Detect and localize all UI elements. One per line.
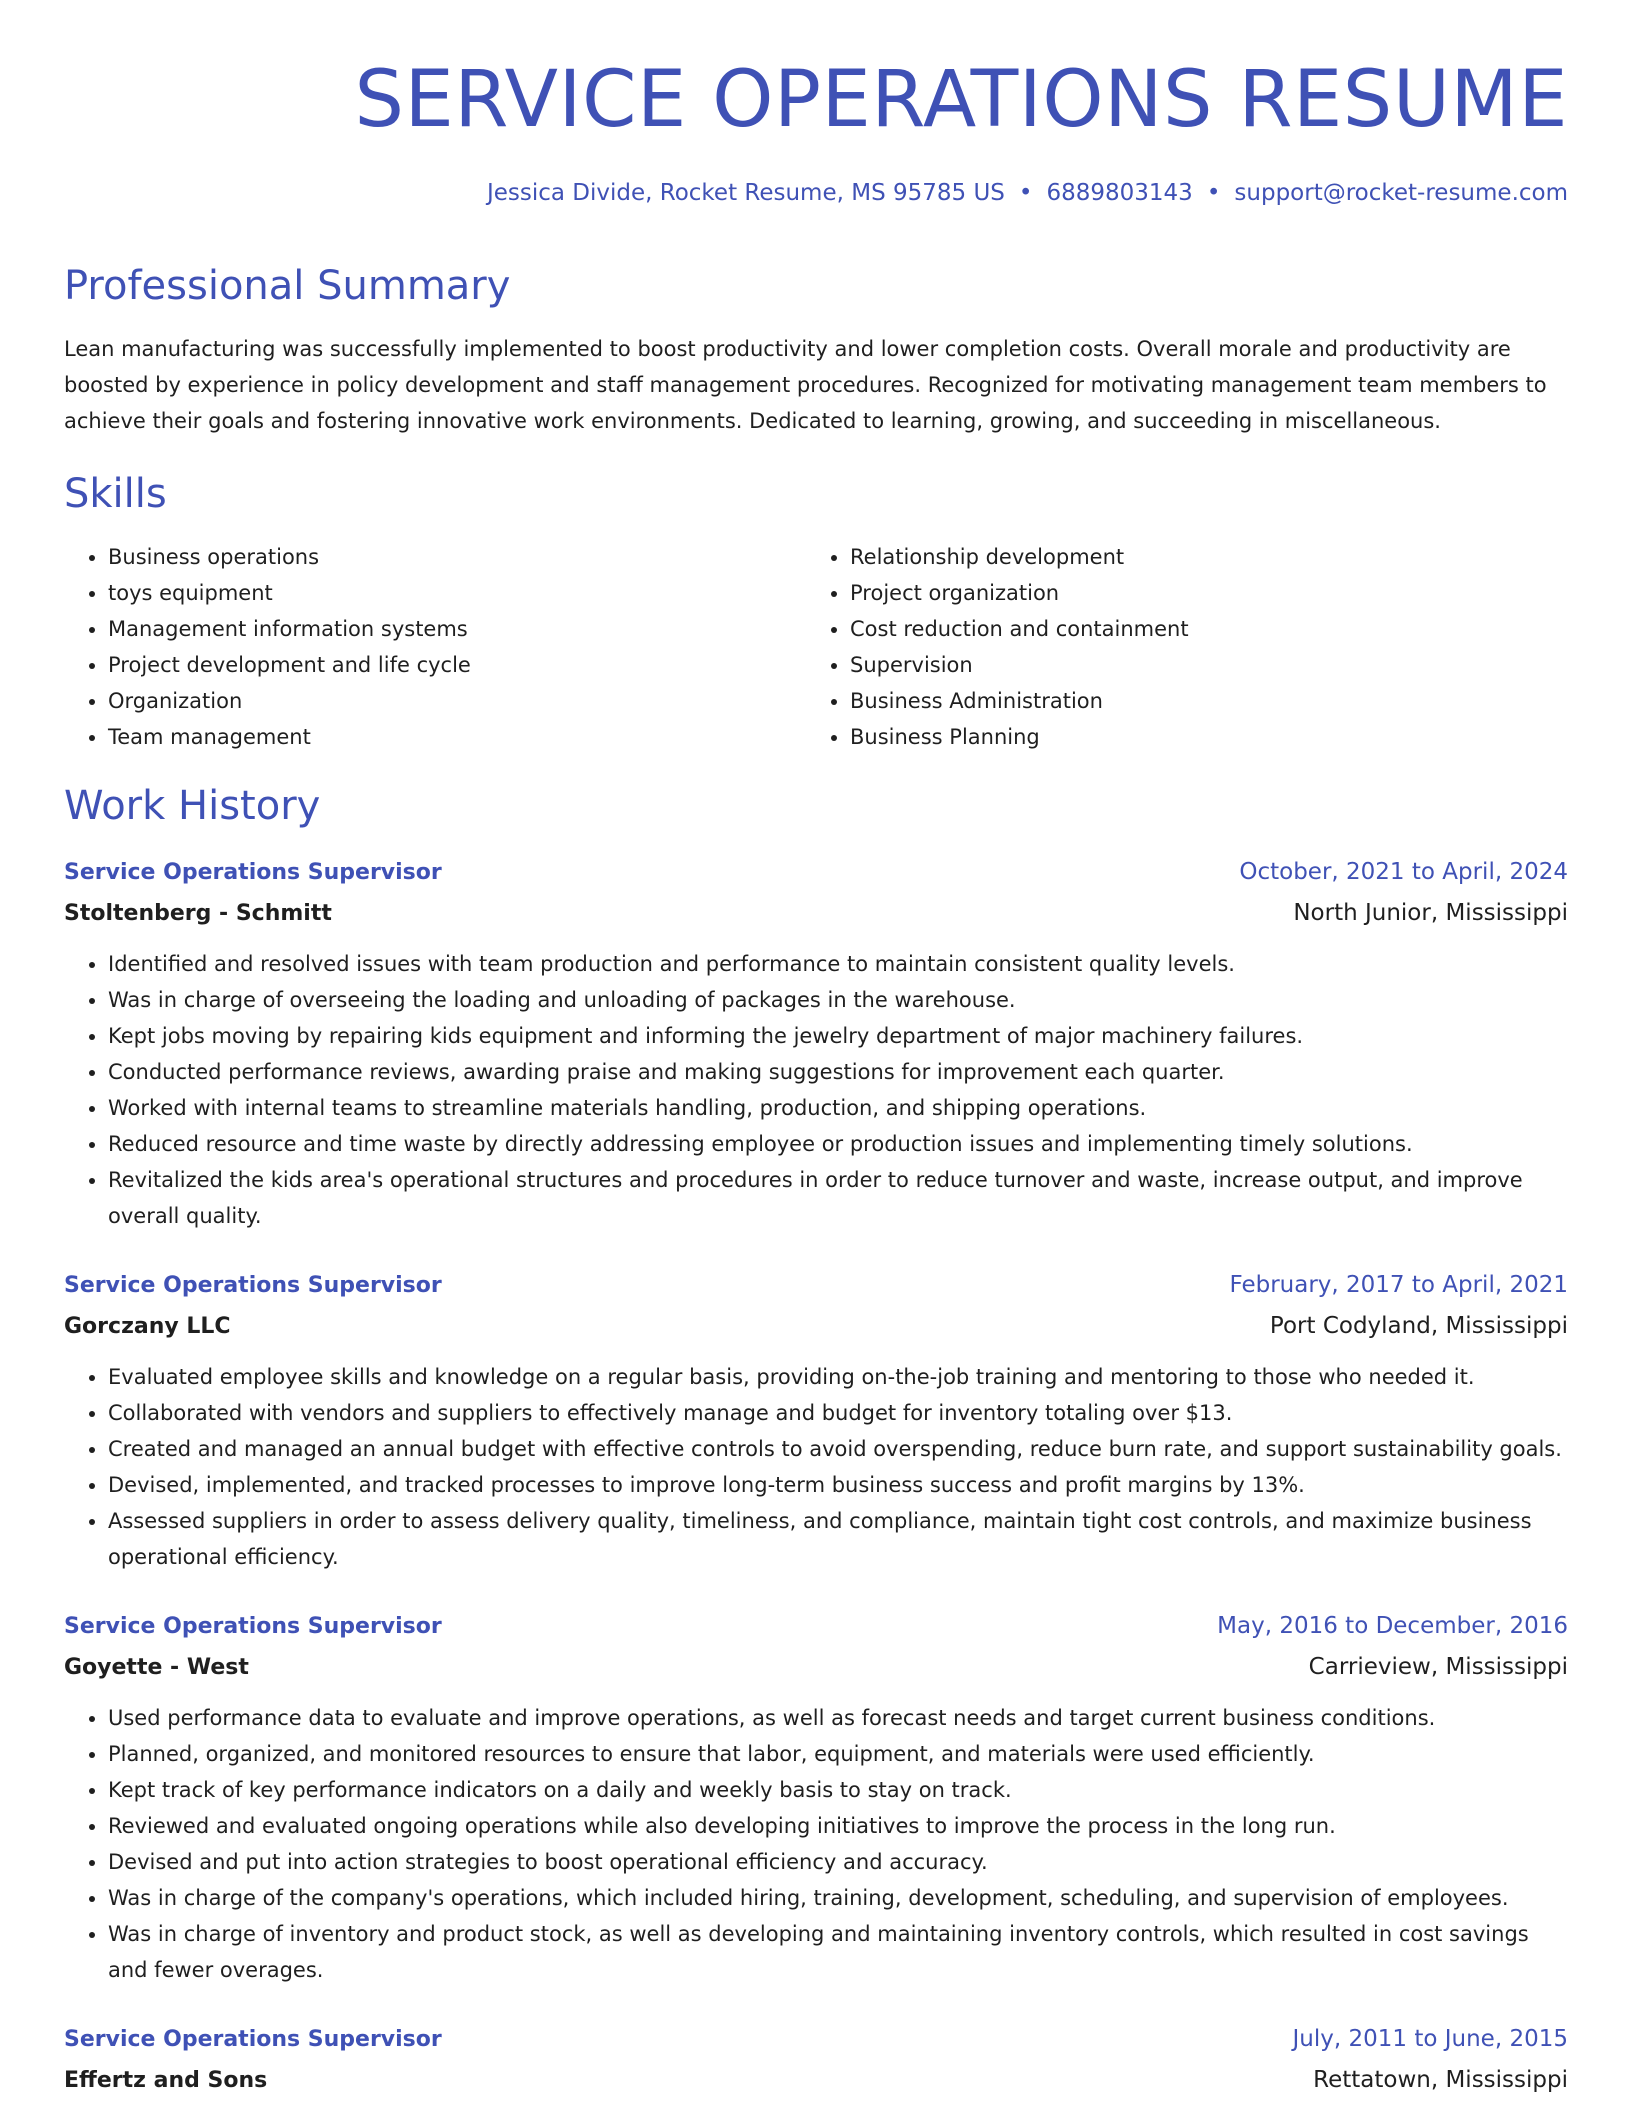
job-bullet: • Assessed suppliers in order to assess delivery quality, timeliness, and compliance, maintain tight cost controls, and maximize business operational efficiency. <box>108 1503 1568 1575</box>
job-title: Service Operations Supervisor <box>64 1273 442 1298</box>
contact-line <box>487 178 1568 208</box>
job-bullet: • Devised, implemented, and tracked processes to improve long-term business success and profit margins by 13%. <box>108 1467 1568 1503</box>
job-bullet: • Kept jobs moving by repairing kids equipment and informing the jewelry department of major machinery failures. <box>108 1018 1568 1054</box>
job-entry <box>64 852 1568 1234</box>
job-subheader <box>64 893 1568 934</box>
job-bullet: • Revitalized the kids area's operational structures and procedures in order to reduce turnover and waste, increase output, and improve overall quality. <box>108 1162 1568 1234</box>
summary-heading: Professional Summary <box>64 263 511 309</box>
job-location: Rettatown, Mississippi <box>1313 2067 1568 2093</box>
skill-item: • Management information systems <box>108 611 806 647</box>
contact-separator: • <box>1206 180 1221 206</box>
job-dates: February, 2017 to April, 2021 <box>1229 1272 1568 1298</box>
skill-item: • Team management <box>108 719 806 755</box>
job-entry <box>64 1606 1568 1988</box>
job-bullet: • Evaluated employee skills and knowledge on a regular basis, providing on-the-job training and mentoring to those who needed it. <box>108 1359 1568 1395</box>
job-title: Service Operations Supervisor <box>64 2027 442 2052</box>
job-company: Stoltenberg - Schmitt <box>64 901 332 926</box>
skill-item: • Business Administration <box>850 683 1548 719</box>
skill-item: • Project development and life cycle <box>108 647 806 683</box>
job-header <box>64 852 1568 893</box>
job-bullet: • Conducted performance reviews, awarding praise and making suggestions for improvement each quarter. <box>108 1054 1568 1090</box>
contact-phone[interactable]: 6889803143 <box>1046 180 1193 206</box>
job-header <box>64 1265 1568 1306</box>
job-bullet: • Was in charge of overseeing the loading and unloading of packages in the warehouse. <box>108 982 1568 1018</box>
job-bullet: • Used performance data to evaluate and improve operations, as well as forecast needs and target current business conditions. <box>108 1700 1568 1736</box>
resume-title: SERVICE OPERATIONS RESUME <box>354 55 1568 145</box>
job-bullet: • Collaborated with vendors and suppliers to effectively manage and budget for inventory totaling over $13. <box>108 1395 1568 1431</box>
skills-column-right <box>806 539 1548 755</box>
summary-section <box>64 262 1568 310</box>
job-entry <box>64 1265 1568 1575</box>
job-location: Carrieview, Mississippi <box>1308 1654 1568 1680</box>
job-header <box>64 1606 1568 1647</box>
job-bullet: • Worked with internal teams to streamline materials handling, production, and shipping operations. <box>108 1090 1568 1126</box>
job-bullets <box>64 1359 1568 1575</box>
job-header <box>64 2019 1568 2060</box>
job-entry <box>64 2019 1568 2101</box>
job-subheader <box>64 1306 1568 1347</box>
job-subheader <box>64 2060 1568 2101</box>
work-heading: Work History <box>64 783 321 829</box>
skills-column-left <box>64 539 806 755</box>
skill-item: • Supervision <box>850 647 1548 683</box>
job-bullet: • Identified and resolved issues with team production and performance to maintain consistent quality levels. <box>108 946 1568 982</box>
skill-item: • toys equipment <box>108 575 806 611</box>
job-location: Port Codyland, Mississippi <box>1269 1313 1568 1339</box>
summary-text: Lean manufacturing was successfully implemented to boost productivity and lower completion costs. Overall morale and productivity are boosted by experience in policy development and staff management procedures. Recognized for motivating management team members to achieve their goals and fostering innovative work environments. Dedicated to learning, growing, and succeeding in miscellaneous. <box>64 337 1547 433</box>
job-bullets <box>64 946 1568 1234</box>
job-bullets <box>64 1700 1568 1988</box>
job-dates: May, 2016 to December, 2016 <box>1217 1613 1568 1639</box>
job-bullet: • Reduced resource and time waste by directly addressing employee or production issues and implementing timely solutions. <box>108 1126 1568 1162</box>
job-title: Service Operations Supervisor <box>64 1614 442 1639</box>
skill-item: • Cost reduction and containment <box>850 611 1548 647</box>
summary-body <box>64 331 1568 439</box>
job-bullet: • Devised and put into action strategies to boost operational efficiency and accuracy. <box>108 1844 1568 1880</box>
job-location: North Junior, Mississippi <box>1293 900 1568 926</box>
contact-email[interactable]: support@rocket-resume.com <box>1234 180 1568 206</box>
skill-item: • Relationship development <box>850 539 1548 575</box>
job-bullet: • Was in charge of the company's operations, which included hiring, training, development, scheduling, and supervision of employees. <box>108 1880 1568 1916</box>
job-title: Service Operations Supervisor <box>64 860 442 885</box>
skills-list <box>64 539 1568 755</box>
job-bullet: • Reviewed and evaluated ongoing operations while also developing initiatives to improve the process in the long run. <box>108 1808 1568 1844</box>
job-bullet: • Created and managed an annual budget with effective controls to avoid overspending, reduce burn rate, and support sustainability goals. <box>108 1431 1568 1467</box>
skill-item: • Project organization <box>850 575 1548 611</box>
job-company: Goyette - West <box>64 1655 249 1680</box>
job-bullet: • Planned, organized, and monitored resources to ensure that labor, equipment, and materials were used efficiently. <box>108 1736 1568 1772</box>
job-company: Gorczany LLC <box>64 1314 231 1339</box>
job-company: Effertz and Sons <box>64 2068 268 2093</box>
contact-address: Jessica Divide, Rocket Resume, MS 95785 US <box>486 180 1005 206</box>
skill-item: • Business Planning <box>850 719 1548 755</box>
skills-section <box>64 470 1568 518</box>
job-bullet: • Was in charge of inventory and product stock, as well as developing and maintaining inventory controls, which resulted in cost savings and fewer overages. <box>108 1916 1568 1988</box>
skill-item: • Business operations <box>108 539 806 575</box>
job-subheader <box>64 1647 1568 1688</box>
job-dates: October, 2021 to April, 2024 <box>1239 859 1568 885</box>
job-bullet: • Kept track of key performance indicators on a daily and weekly basis to stay on track. <box>108 1772 1568 1808</box>
job-dates: July, 2011 to June, 2015 <box>1292 2026 1568 2052</box>
contact-separator: • <box>1018 180 1033 206</box>
work-section <box>64 782 1568 830</box>
skill-item: • Organization <box>108 683 806 719</box>
skills-heading: Skills <box>64 471 167 517</box>
